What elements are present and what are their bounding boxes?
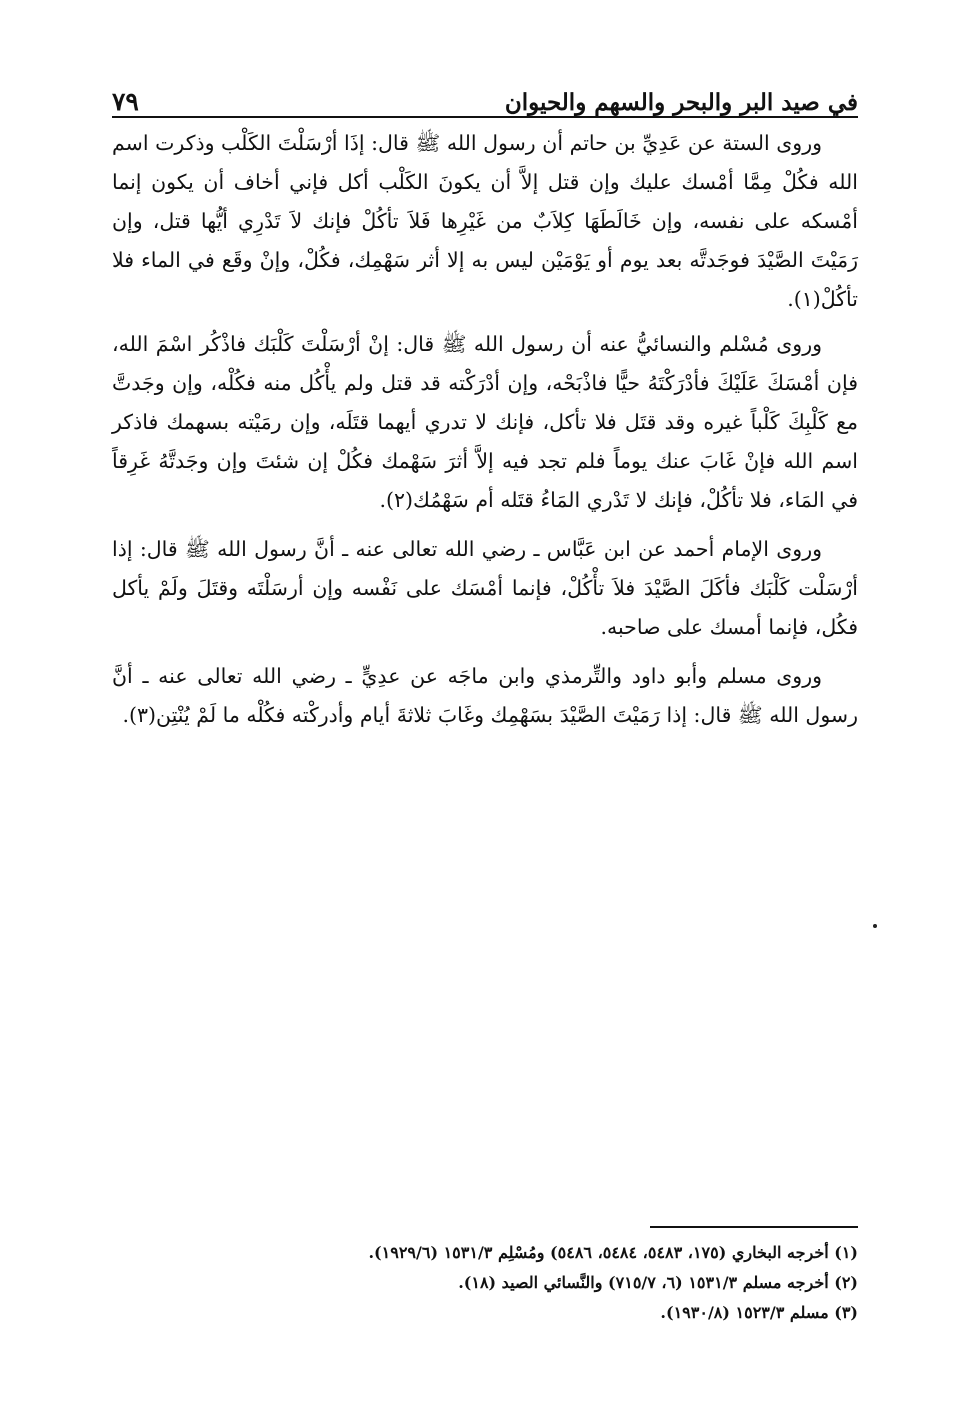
page-number: ٧٩	[112, 87, 139, 116]
footnote-1: (١) أخرجه البخاري (١٧٥، ٥٤٨٣، ٥٤٨٤، ٥٤٨٦) ومُسْلِم ١٥٣١/٣ (١٩٢٩/٦).	[368, 1243, 858, 1262]
header-title: في صيد البر والبحر والسهم والحيوان	[504, 89, 858, 116]
body-text	[112, 124, 858, 741]
paragraph-ahmad-ibn-abbas: وروى الإمام أحمد عن ابن عَبَّاس ـ رضي الله تعالى عنه ـ أنَّ رسول الله ﷺ قال: إذا أرْسَلْت كَلْبَك فأكَلَ الصَّيْدَ فلاَ تأْكُلْ، فإنما أمْسَك على نَفْسه وإن أرسَلْتَه وقتَلَ ولَمْ يأكل فكُل، فإنما أمسك على صاحبه.	[112, 537, 858, 639]
paragraph-muslim-abu-dawud: وروى مسلم وأبو داود والتِّرمذي وابن ماجَه عن عدِيٍّ ـ رضي الله تعالى عنه ـ أنَّ رسول الله ﷺ قال: إذا رَمَيْتَ الصَّيْدَ بسَهْمِك وغَابَ ثلاثةَ أيام وأدركْته فكُلْه ما لَمْ يُنْتِن(٣).	[112, 664, 858, 727]
paragraph-adi-hatim: وروى الستة عن عَدِيِّ بن حاتم أن رسول الله ﷺ قال: إذَا أرْسَلْتَ الكَلْب وذكرت اسم الله فكُلْ مِمَّا أمْسك عليك وإن قتل إلاَّ أن يكونَ الكَلْب أكل فإني أخاف أن يكون إنما أمْسكه على نفسه، وإن خَالَطَهَا كِلاَبٌ من غَيْرِها فَلاَ تأكُلْ فإنك لاَ تَدْرِي أيُّها قتل، وإن رَمَيْتَ الصَّيْدَ فوجَدتَّه بعد يوم أو يَوْمَيْن ليس به إلا أثر سَهْمِك، فكُلْ، وإنْ وقَع في الماء فلا تأكُلْ(١).	[112, 131, 858, 311]
running-header	[112, 70, 858, 114]
footnote-3: (٣) مسلم ١٥٢٣/٣ (١٩٣٠/٨).	[660, 1303, 858, 1322]
footnote-2: (٢) أخرجه مسلم ١٥٣١/٣ (٦، ٧١٥/٧) والنَّسائي الصيد (١٨).	[458, 1273, 858, 1292]
footnotes	[112, 1238, 858, 1328]
paragraph-muslim-nasai: وروى مُسْلم والنسائيُّ عنه أن رسول الله ﷺ قال: إنْ أرْسَلْتَ كَلْبَك فاذْكُر اسْمَ الله، فإن أمْسَكَ عَلَيْكَ فأدْرَكْتَهُ حيًّا فاذْبَحْه، وإن أدْرَكْته قد قتل ولم يأْكُل منه فكُلْه، وإن وجَدتَّ مع كَلْبِكَ كَلْباً غيره وقد قتَل فلا تأكل، فإنك لا تدري أيهما قتَلَه، وإن رمَيْته بسهمك فاذكر اسم الله فإنْ غَابَ عنك يوماً فلم تجد فيه إلاَّ أثرَ سَهْمك فكُلْ إن شئتَ وإن وجَدتَّهُ غَرِقاً في المَاء، فلا تأكُلْ، فإنك لا تَدْري المَاءُ قتَله أم سَهْمُك(٢).	[112, 332, 858, 512]
header-rule	[112, 116, 858, 118]
footnote-rule	[650, 1226, 858, 1228]
stray-ink-dot	[873, 924, 877, 928]
